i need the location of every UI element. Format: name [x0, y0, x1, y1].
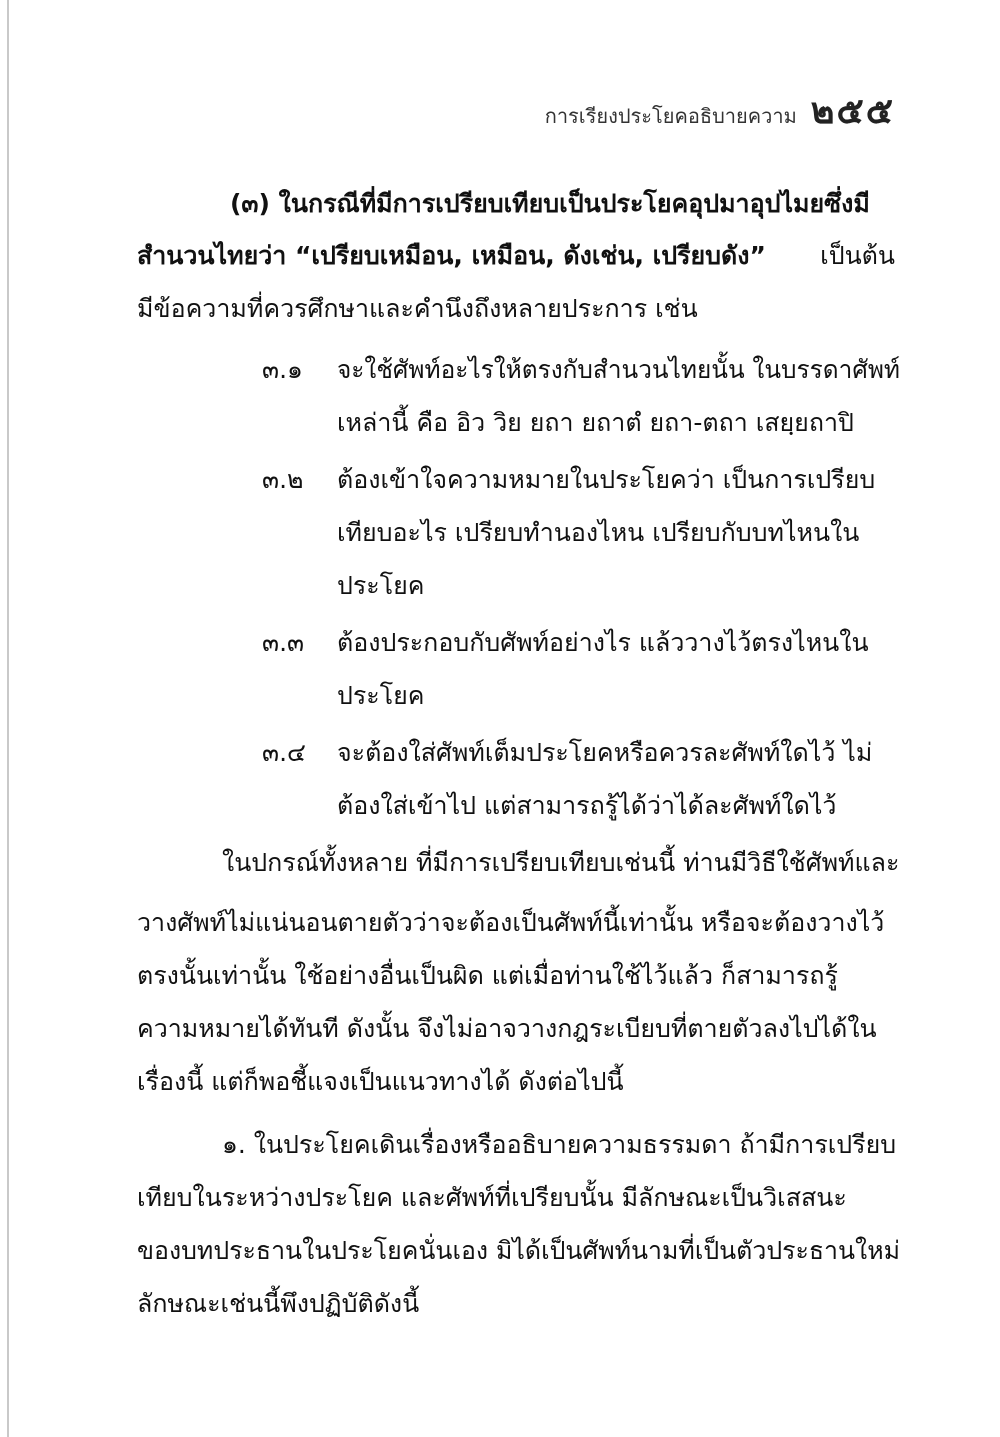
item-text-line: จะต้องใส่ศัพท์เต็มประโยคหรือควรละศัพท์ใดไว้ ไม่ — [337, 738, 873, 767]
section-intro-line: มีข้อความที่ควรศึกษาและคำนึงถึงหลายประการ เช่น — [137, 294, 698, 323]
paragraph-line: ความหมายได้ทันที ดังนั้น จึงไม่อาจวางกฎระเบียบที่ตายตัวลงไปได้ใน — [137, 1014, 877, 1043]
paragraph-line: ในปกรณ์ทั้งหลาย ที่มีการเปรียบเทียบเช่นนี้ ท่านมีวิธีใช้ศัพท์และ — [222, 848, 900, 877]
item-text-line: ต้องใส่เข้าไป แต่สามารถรู้ได้ว่าได้ละศัพท์ใดไว้ — [337, 791, 837, 820]
item-text-line: เทียบอะไร เปรียบทำนองไหน เปรียบกับบทไหนใน — [337, 518, 860, 547]
paragraph-line: ๑. ในประโยคเดินเรื่องหรืออธิบายความธรรมดา ถ้ามีการเปรียบ — [222, 1130, 897, 1159]
section-heading-suffix: เป็นต้น — [820, 241, 895, 270]
item-text-line: ต้องประกอบกับศัพท์อย่างไร แล้ววางไว้ตรงไหนใน — [337, 628, 869, 657]
section-heading-quote: สำนวนไทยว่า “เปรียบเหมือน, เหมือน, ดังเช่น, เปรียบดัง” — [137, 241, 766, 270]
item-number: ๓.๓ — [262, 628, 305, 657]
section-heading-line-1: (๓) ในกรณีที่มีการเปรียบเทียบเป็นประโยคอุปมาอุปไมยซึ่งมี — [230, 189, 870, 218]
item-text-line: ประโยค — [337, 571, 425, 600]
paragraph-line: ลักษณะเช่นนี้พึงปฏิบัติดังนี้ — [137, 1289, 420, 1318]
paragraph-line: เทียบในระหว่างประโยค และศัพท์ที่เปรียบนั้น มีลักษณะเป็นวิเสสนะ — [137, 1183, 847, 1212]
item-text-line: ประโยค — [337, 681, 425, 710]
paragraph-line: ของบทประธานในประโยคนั่นเอง มิได้เป็นศัพท์นามที่เป็นตัวประธานใหม่ — [137, 1236, 901, 1265]
paragraph-line: เรื่องนี้ แต่ก็พอชี้แจงเป็นแนวทางได้ ดังต่อไปนี้ — [137, 1067, 624, 1096]
section-heading-line-2 — [137, 238, 895, 274]
running-header — [545, 82, 895, 139]
page-left-edge — [7, 0, 9, 1437]
page-number: ๒๕๕ — [810, 91, 895, 132]
paragraph-line: ตรงนั้นเท่านั้น ใช้อย่างอื่นเป็นผิด แต่เมื่อท่านใช้ไว้แล้ว ก็สามารถรู้ — [137, 961, 838, 990]
item-text-line: จะใช้ศัพท์อะไรให้ตรงกับสำนวนไทยนั้น ในบรรดาศัพท์ — [337, 355, 901, 384]
item-text-line: เหล่านี้ คือ อิว วิย ยถา ยถาตํ ยถา-ตถา เสยฺยถาปิ — [337, 408, 854, 437]
item-number: ๓.๔ — [262, 738, 306, 767]
running-title: การเรียงประโยคอธิบายความ — [544, 104, 797, 128]
item-number: ๓.๒ — [262, 465, 304, 494]
item-text-line: ต้องเข้าใจความหมายในประโยคว่า เป็นการเปรียบ — [337, 465, 876, 494]
item-number: ๓.๑ — [262, 355, 303, 384]
paragraph-line: วางศัพท์ไม่แน่นอนตายตัวว่าจะต้องเป็นศัพท์นี้เท่านั้น หรือจะต้องวางไว้ — [137, 908, 885, 937]
